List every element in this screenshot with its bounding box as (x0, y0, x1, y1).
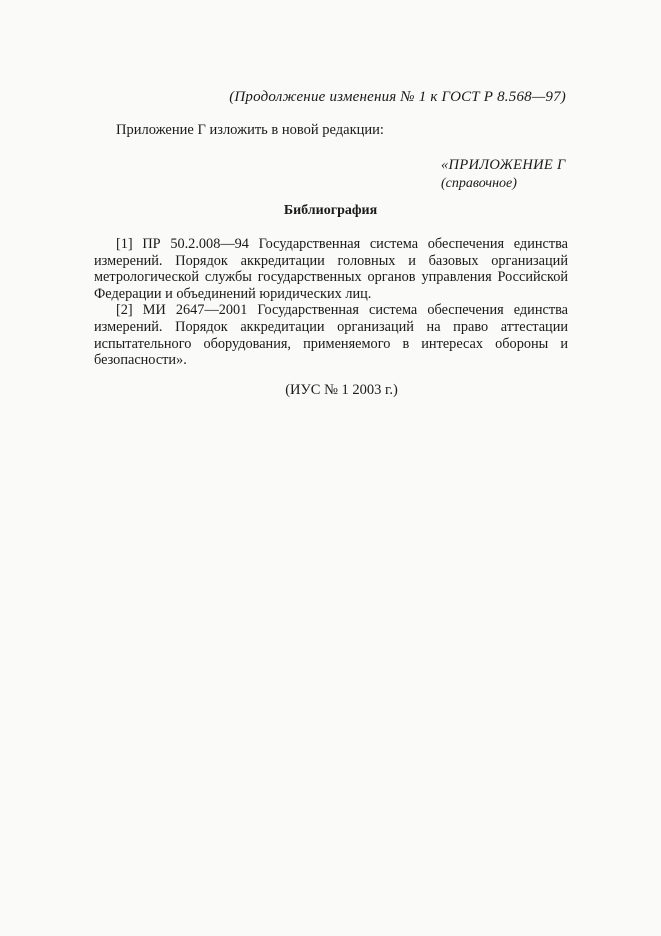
appendix-title: «ПРИЛОЖЕНИЕ Г (441, 157, 566, 173)
bibliography-heading: Библиография (283, 203, 378, 218)
bibliography-entry: [1] ПР 50.2.008—94 Государственная система обеспечения единства измерений. Порядок аккредитации головных и базовых организаций метрологической службы государственных органов управления Российской Федерации и объединений юридических лиц. (94, 236, 568, 302)
bibliography-list (94, 236, 568, 369)
bibliography-entry: [2] МИ 2647—2001 Государственная система обеспечения единства измерений. Порядок аккредитации организаций на право аттестации испытательного оборудования, применяемого в интересах обороны и безопасности». (94, 302, 568, 369)
intro-text: Приложение Г изложить в новой редакции: (116, 122, 384, 138)
ius-reference: (ИУС № 1 2003 г.) (285, 382, 398, 398)
appendix-subtitle: (справочное) (441, 176, 517, 191)
continuation-header: (Продолжение изменения № 1 к ГОСТ Р 8.568—97) (229, 89, 566, 105)
